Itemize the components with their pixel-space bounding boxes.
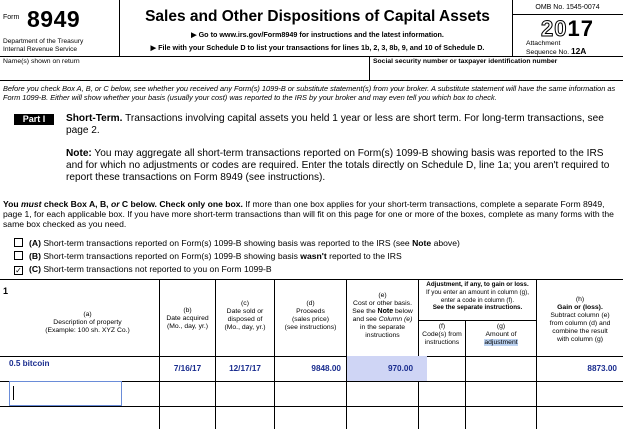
line-number: 1 [3, 286, 9, 296]
file-with-line: ▶ File with your Schedule D to list your transactions for lines 1b, 2, 3, 8b, 9, and 10 of Schedule D. [150, 43, 485, 52]
dept-line-2: Internal Revenue Service [3, 46, 78, 53]
col-d-subtitle: (sales price) [291, 316, 329, 323]
col-d-tag: (d) [306, 300, 315, 307]
col-c-title: Date sold or [226, 308, 264, 315]
omb-divider [512, 14, 623, 15]
col-g-tag: (g) [496, 323, 506, 330]
form-number: 8949 [27, 6, 81, 32]
before-check-note: Before you check Box A, B, or C below, see whether you received any Form(s) 1099-B or substitute statement(s) from your broker. A substitute statement will have the same information as Form 1099-B. Either will show whether your basis (usually your cost) was reported to the IRS by your broker and may even tell you which box to check. [3, 84, 616, 103]
checkbox-c-text: Short-term transactions not reported to you on Form 1099-B [43, 264, 272, 274]
omb-number: OMB No. 1545-0074 [535, 4, 600, 11]
col-f-title-2: instructions [424, 339, 460, 346]
col-f-header [419, 323, 465, 347]
col-e-l3a: and see [352, 316, 379, 323]
proceeds-cell[interactable]: 9848.00 [311, 364, 341, 373]
or-word: or [110, 199, 120, 209]
checkbox-row-a[interactable] [14, 238, 460, 248]
col-d-see: (see instructions) [284, 324, 337, 331]
sequence-label: Sequence No. [526, 48, 570, 56]
col-a-example: (Example: 100 sh. XYZ Co.) [45, 327, 130, 334]
col-c-format: (Mo., day, yr.) [224, 324, 266, 331]
col-d-title: Proceeds [296, 308, 325, 315]
checkbox-a-text: Short-term transactions reported on Form(s) 1099-B showing basis was reported to the IRS (see [43, 238, 413, 248]
checkbox-b-text-end: reported to the IRS [326, 251, 402, 261]
name-field-label: Name(s) shown on return [3, 58, 80, 65]
col-h-header [537, 296, 623, 344]
checkbox-row-b[interactable] [14, 251, 402, 261]
check-one-box-instructions [3, 199, 618, 230]
col-e-header [347, 292, 418, 340]
adjustment-line3: enter a code in column (f). [440, 296, 515, 304]
col-e-l2c: below [393, 308, 413, 315]
year-suffix: 17 [567, 16, 594, 41]
divider [369, 56, 370, 80]
must-rest: check Box A, B, [41, 199, 111, 209]
col-h-line4: combine the result [552, 328, 608, 335]
col-d-header [275, 300, 346, 332]
note-text: You may aggregate all short-term transactions reported on Form(s) 1099-B showing basis was reported to the IRS and for which no adjustments or codes are required. Enter the totals directly on Schedule D, line 1a; you aren't required to report these transactions on Form 8949 (see instructions). [66, 148, 610, 183]
col-b-tag: (b) [183, 307, 192, 314]
col-a-title: Description of property [53, 319, 122, 326]
checkbox-b-wasnt: wasn't [300, 251, 327, 261]
part-note [66, 148, 618, 183]
attachment-sequence [526, 40, 586, 56]
adjustment-header [419, 281, 536, 312]
col-e-l2a: See the [352, 308, 378, 315]
checkbox-a[interactable] [14, 238, 23, 247]
date-sold-cell[interactable]: 12/17/17 [229, 364, 261, 373]
instructions-link-line: ▶ Go to www.irs.gov/Form8949 for instructions and the latest information. [191, 30, 444, 39]
year-prefix: 20 [541, 16, 568, 41]
checkbox-c[interactable]: ✓ [15, 266, 22, 275]
form-title: Sales and Other Dispositions of Capital Assets [145, 8, 490, 25]
col-e-note: Note [377, 308, 394, 315]
dept-line-1: Department of the Treasury [3, 38, 84, 45]
cost-basis-cell[interactable]: 970.00 [387, 364, 413, 373]
part-heading [66, 113, 618, 137]
col-h-line5: with column (g) [556, 336, 604, 343]
col-h-line2: Subtract column (e) [550, 312, 610, 319]
col-a-header [20, 311, 155, 335]
col-e-title: Cost or other basis. [353, 300, 412, 307]
col-g-title: Amount of [485, 331, 517, 338]
col-h-title: Gain or (loss). [557, 304, 603, 311]
text-caret [13, 386, 14, 400]
checkbox-a-text-end: above) [431, 238, 460, 248]
must-word: must [20, 199, 42, 209]
col-h-tag: (h) [575, 296, 585, 303]
col-c-title-2: disposed of [227, 316, 263, 323]
checkbox-a-letter: (A) [29, 238, 41, 248]
col-c-header [216, 300, 274, 332]
adjustment-divider [418, 320, 536, 321]
checkbox-c-letter: (C) [29, 264, 41, 274]
must-rest2: C below. Check only one box. [119, 199, 243, 209]
adjustment-title: Adjustment, if any, to gain or loss. [426, 281, 529, 288]
description-cell[interactable]: 0.5 bitcoin [9, 359, 50, 368]
checkbox-row-c[interactable] [14, 264, 272, 274]
col-e-line3 [347, 316, 418, 324]
col-e-tag: (e) [378, 292, 387, 299]
department-label [3, 38, 83, 54]
gain-loss-cell[interactable]: 8873.00 [587, 364, 617, 373]
col-b-title: Date acquired [166, 315, 209, 322]
tax-year [512, 16, 623, 42]
col-e-line2 [347, 308, 418, 316]
sequence-line [526, 45, 587, 57]
form-word: Form [3, 14, 20, 21]
col-g-header [466, 323, 536, 347]
col-f-title: Code(s) from [422, 331, 462, 338]
checkbox-b[interactable] [14, 251, 23, 260]
part-label: Part I [14, 114, 54, 125]
row-border [0, 406, 623, 407]
attachment-label: Attachment [526, 40, 561, 47]
part-heading-title: Short-Term. [66, 113, 123, 124]
adjustment-line2: If you enter an amount in column (g), [426, 288, 529, 296]
description-input[interactable] [9, 381, 122, 406]
must-body: If more than one box applies for your short-term transactions, complete a separate Form 8949, page 1, for each applicable box. If you have more short-term transactions than will fit on this page for one or more of the boxes, complete as many forms with the same box checked as you need. [3, 199, 614, 230]
checkbox-b-letter: (B) [29, 251, 41, 261]
col-a-tag: (a) [83, 311, 92, 318]
table-top-border [0, 279, 623, 280]
col-g-title-2: adjustment [484, 339, 518, 346]
col-c-tag: (c) [241, 300, 249, 307]
divider [0, 80, 623, 81]
sequence-number: 12A [570, 45, 587, 56]
col-h-line3: from column (d) and [549, 320, 611, 327]
header-row-border [0, 356, 623, 357]
checkbox-b-text: Short-term transactions reported on Form(s) 1099-B showing basis [43, 251, 301, 261]
adjustment-see: See the separate instructions. [432, 304, 523, 312]
col-b-header [160, 307, 215, 331]
checkbox-a-note: Note [412, 238, 432, 248]
col-e-line4: in the separate [360, 324, 405, 331]
col-f-tag: (f) [438, 323, 446, 330]
part-heading-text: Transactions involving capital assets you held 1 year or less are short term. For long-term transactions, see page 2. [66, 113, 604, 136]
date-acquired-cell[interactable]: 7/16/17 [173, 364, 202, 373]
must-lead: You [3, 199, 21, 209]
col-e-line5: instructions [365, 332, 400, 339]
col-b-format: (Mo., day, yr.) [166, 323, 209, 330]
col-e-column-ref: Column (e) [378, 316, 413, 323]
ssn-field-label: Social security number or taxpayer identification number [373, 58, 558, 65]
note-label: Note: [66, 148, 92, 159]
divider [0, 56, 623, 57]
